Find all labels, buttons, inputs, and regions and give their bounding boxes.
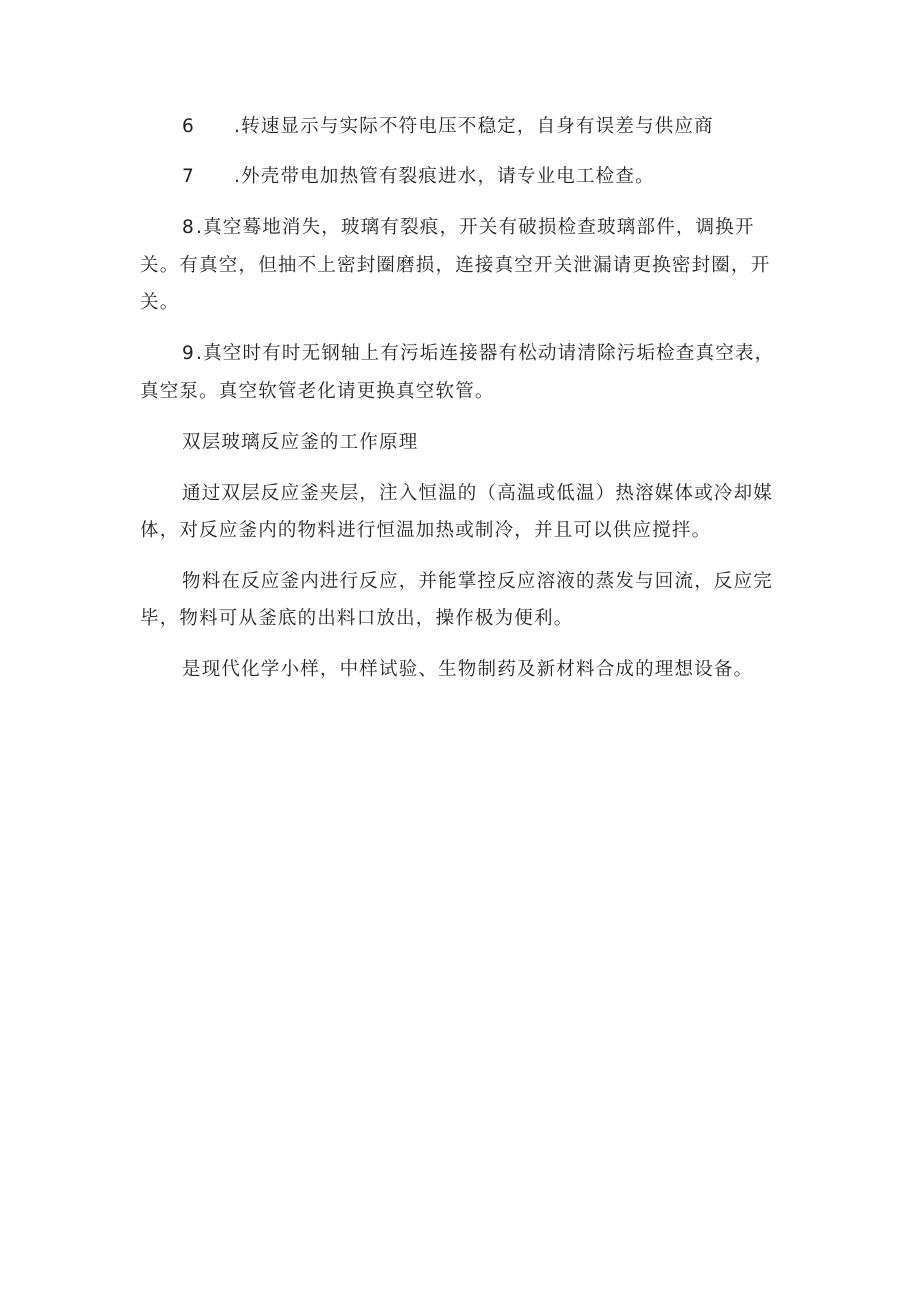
item-number: 7 — [182, 166, 195, 187]
section-heading: 双层玻璃反应釜的工作原理 — [182, 432, 419, 453]
item-number: 8 — [182, 217, 195, 238]
paragraph-text: .外壳带电加热管有裂痕进水，请专业电工检查。 — [234, 166, 655, 187]
paragraph-8-line-2: 关。有真空，但抽不上密封圈磨损，连接真空开关泄漏请更换密封圈，开 — [140, 255, 771, 276]
paragraph-9-line-1 — [182, 342, 847, 366]
item-number: 6 — [182, 116, 195, 137]
paragraph-6 — [182, 115, 847, 139]
paragraph-text: .转速显示与实际不符电压不稳定，自身有误差与供应商 — [234, 116, 714, 137]
paragraph-11-line-1: 物料在反应釜内进行反应，并能掌控反应溶液的蒸发与回流，反应完 — [182, 571, 774, 592]
item-number: 9 — [182, 343, 195, 364]
paragraph-text: .真空蓦地消失，玻璃有裂痕，开关有破损检查玻璃部件，调换开 — [196, 217, 755, 238]
paragraph-text: .真空时有时无钢轴上有污垢连接器有松动请清除污垢检查真空表， — [196, 343, 775, 364]
paragraph-8-line-3: 关。 — [140, 292, 180, 313]
paragraph-11-line-2: 毕，物料可从釜底的出料口放出，操作极为便利。 — [140, 608, 574, 629]
paragraph-7 — [182, 165, 847, 189]
paragraph-9-line-2: 真空泵。真空软管老化请更换真空软管。 — [140, 381, 495, 402]
paragraph-12-line-1: 是现代化学小样，中样试验、生物制药及新材料合成的理想设备。 — [182, 659, 754, 680]
paragraph-10-line-1: 通过双层反应釜夹层，注入恒温的（高温或低温）热溶媒体或冷却媒 — [182, 483, 774, 504]
paragraph-10-line-2: 体，对反应釜内的物料进行恒温加热或制冷，并且可以供应搅拌。 — [140, 520, 712, 541]
paragraph-8-line-1 — [182, 216, 847, 240]
